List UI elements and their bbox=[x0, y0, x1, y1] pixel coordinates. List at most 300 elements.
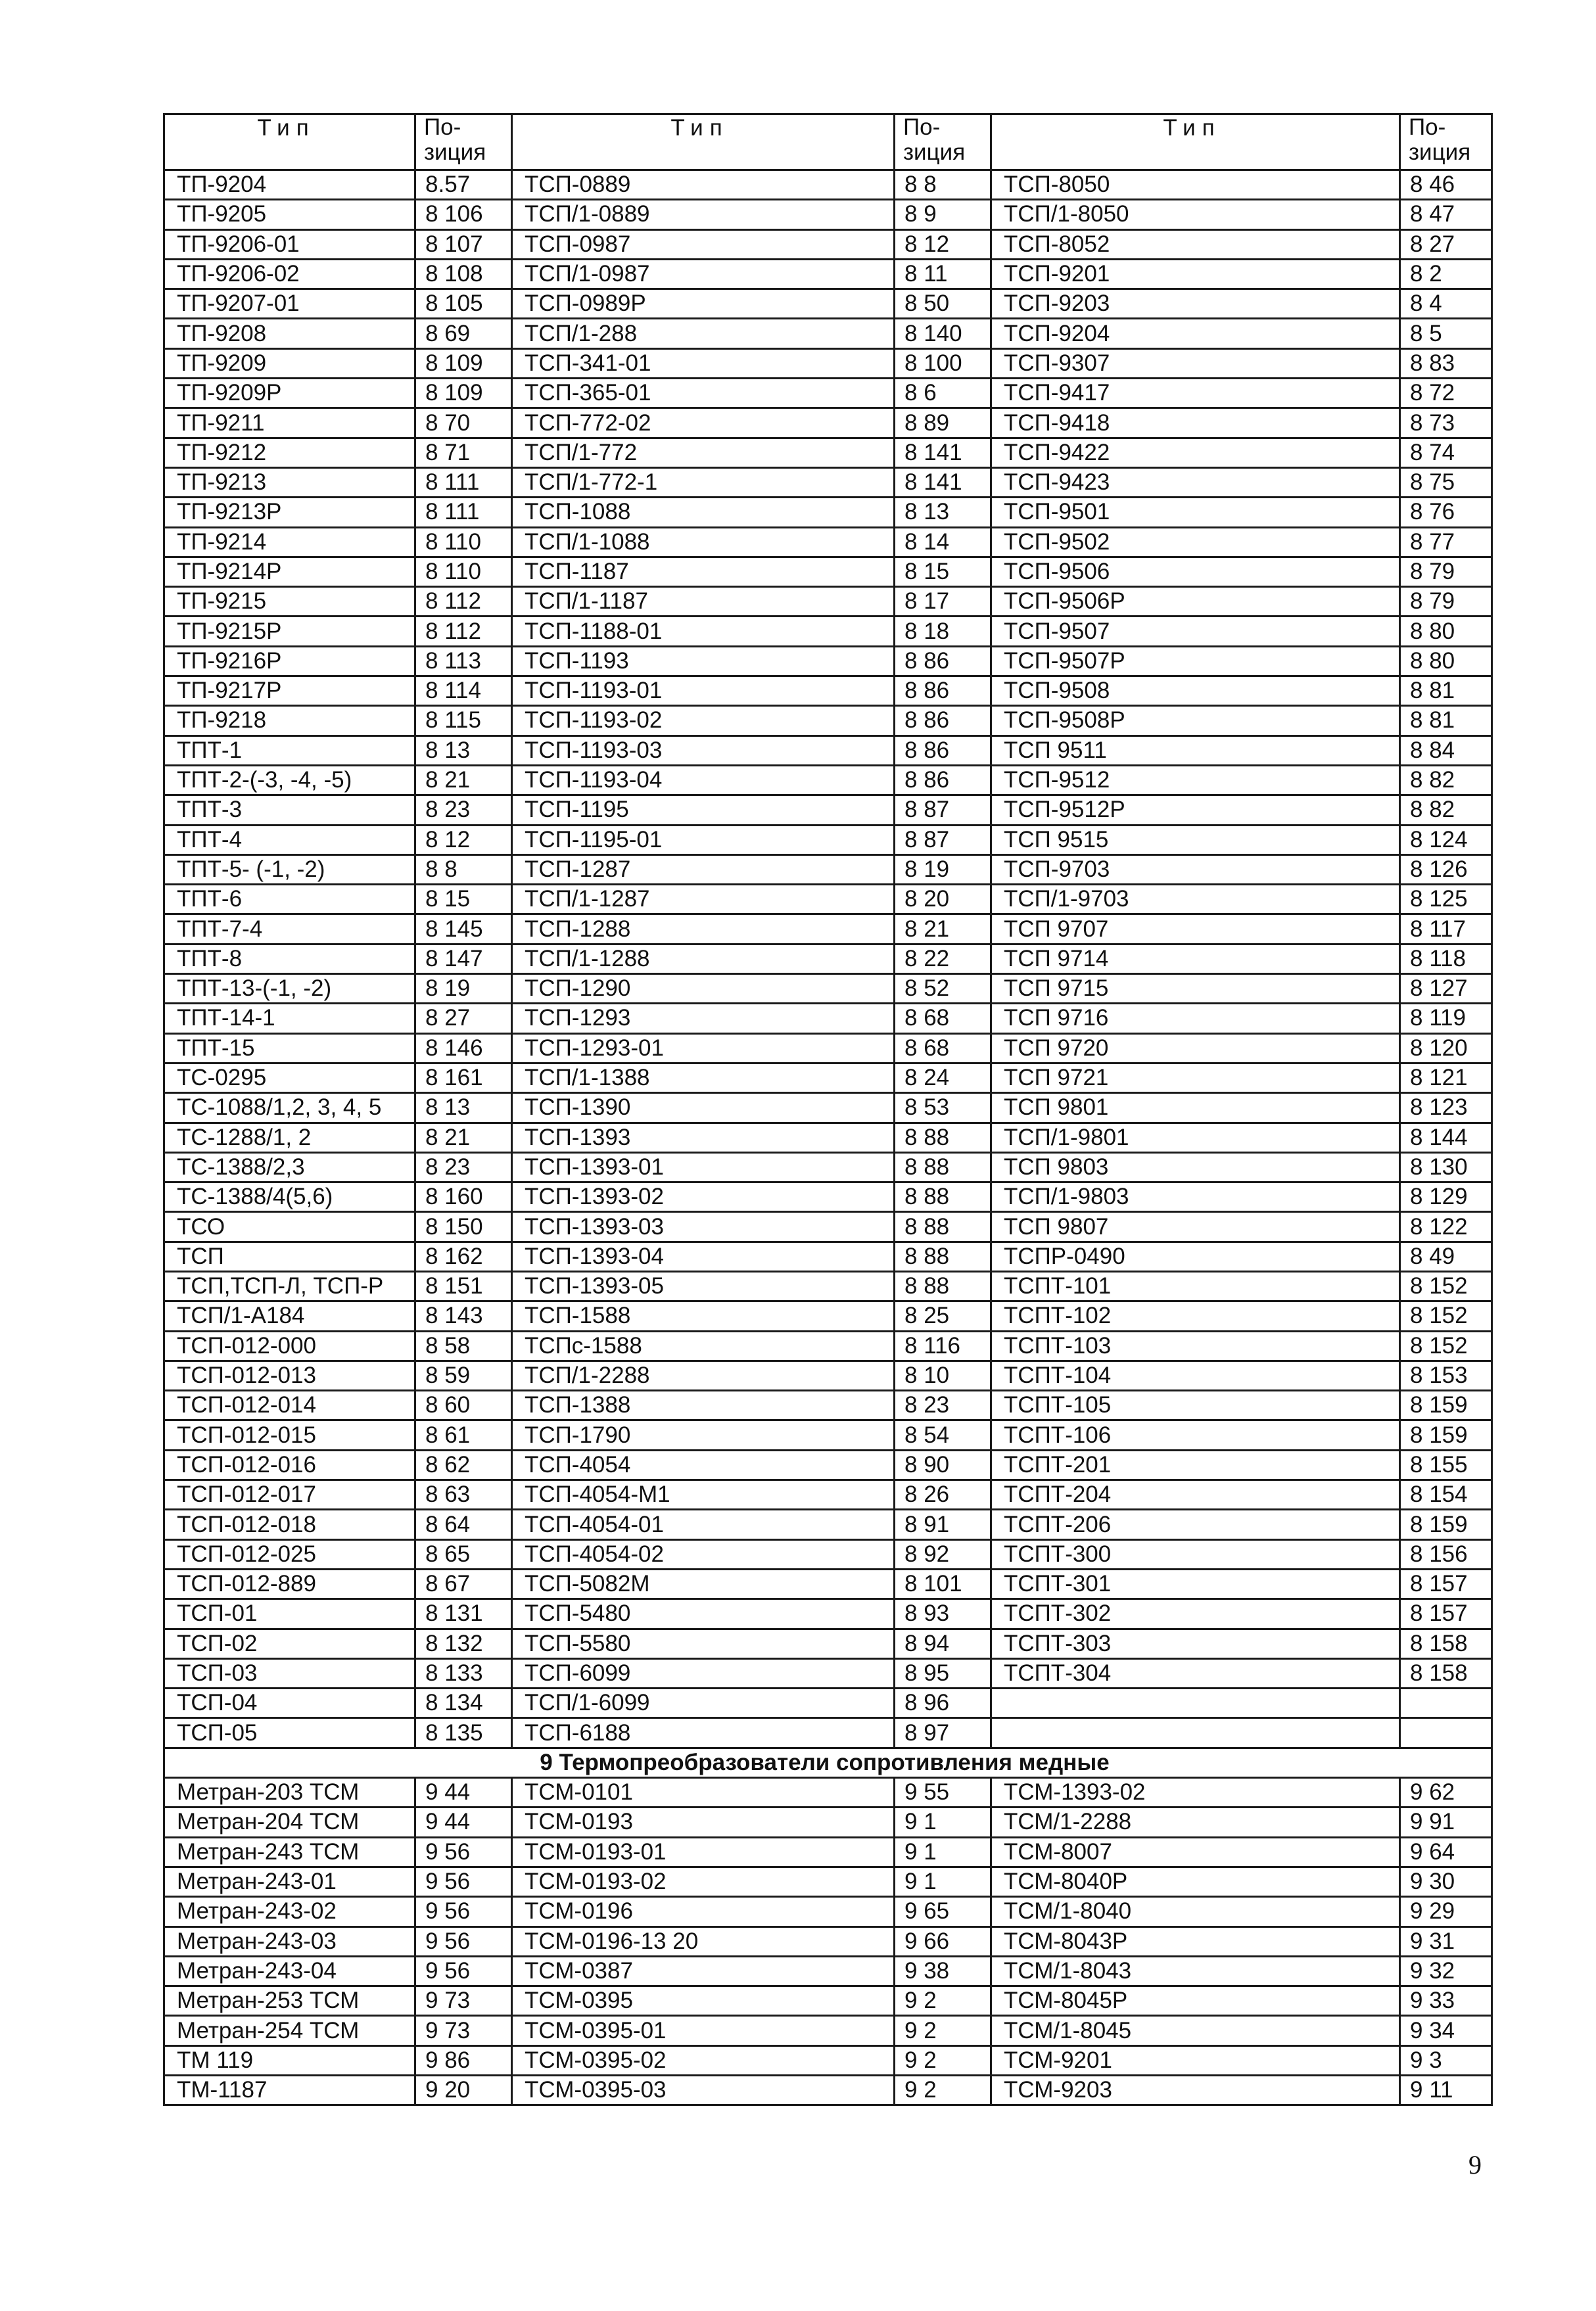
position-cell: 8 26 bbox=[895, 1480, 991, 1510]
position-cell: 8 159 bbox=[1400, 1510, 1492, 1539]
position-cell: 8 25 bbox=[895, 1301, 991, 1331]
type-cell: ТСП-9506 bbox=[991, 557, 1400, 586]
type-cell: ТСП/1-772-1 bbox=[512, 467, 895, 497]
position-cell: 8 10 bbox=[895, 1361, 991, 1390]
type-cell: ТП-9206-01 bbox=[164, 229, 415, 259]
position-cell: 8 107 bbox=[415, 229, 512, 259]
type-cell: Метран-243 ТСМ bbox=[164, 1837, 415, 1867]
table-row bbox=[164, 1093, 1492, 1123]
position-cell: 9 91 bbox=[1400, 1808, 1492, 1837]
type-cell: ТП-9216Р bbox=[164, 646, 415, 676]
position-cell: 8 22 bbox=[895, 944, 991, 973]
type-cell: ТСП/1-А184 bbox=[164, 1301, 415, 1331]
type-cell: ТСП-9512Р bbox=[991, 795, 1400, 825]
table-row bbox=[164, 1271, 1492, 1301]
position-cell: 8 62 bbox=[415, 1450, 512, 1480]
type-cell: ТСП-012-000 bbox=[164, 1331, 415, 1361]
table-row bbox=[164, 974, 1492, 1004]
position-cell: 8 152 bbox=[1400, 1301, 1492, 1331]
position-cell: 8 159 bbox=[1400, 1391, 1492, 1420]
type-cell: ТСП-03 bbox=[164, 1658, 415, 1688]
table-row bbox=[164, 1926, 1492, 1956]
type-cell: ТСМ-0395-03 bbox=[512, 2076, 895, 2105]
type-cell: ТСП 9707 bbox=[991, 914, 1400, 944]
type-cell: ТСП/1-2288 bbox=[512, 1361, 895, 1390]
type-cell: ТСП/1-6099 bbox=[512, 1689, 895, 1718]
type-cell: ТСП-1293 bbox=[512, 1004, 895, 1033]
type-cell: ТСП-1193-01 bbox=[512, 676, 895, 706]
type-cell: ТСП-6188 bbox=[512, 1718, 895, 1748]
type-cell: ТСП-9204 bbox=[991, 319, 1400, 348]
type-cell: ТСП-9502 bbox=[991, 527, 1400, 557]
table-row bbox=[164, 289, 1492, 319]
type-cell: ТСП-9507 bbox=[991, 617, 1400, 646]
type-cell: ТСП 9801 bbox=[991, 1093, 1400, 1123]
type-cell: ТСП-012-025 bbox=[164, 1539, 415, 1569]
position-cell: 8 50 bbox=[895, 289, 991, 319]
type-cell: ТСП-9506Р bbox=[991, 587, 1400, 617]
position-cell: 8 27 bbox=[415, 1004, 512, 1033]
type-cell: ТСП-9508Р bbox=[991, 706, 1400, 735]
type-cell: ТП-9213Р bbox=[164, 498, 415, 527]
table-row bbox=[164, 1331, 1492, 1361]
table-row bbox=[164, 1480, 1492, 1510]
type-cell: ТС-1088/1,2, 3, 4, 5 bbox=[164, 1093, 415, 1123]
type-cell: ТСП-1393-01 bbox=[512, 1152, 895, 1182]
table-row bbox=[164, 735, 1492, 765]
table-row bbox=[164, 1242, 1492, 1271]
type-cell: ТСП-9422 bbox=[991, 438, 1400, 467]
type-cell: ТСП-9703 bbox=[991, 854, 1400, 884]
type-cell: Метран-243-03 bbox=[164, 1926, 415, 1956]
position-cell: 8 93 bbox=[895, 1599, 991, 1629]
type-cell: ТСП-1088 bbox=[512, 498, 895, 527]
position-cell: 8 147 bbox=[415, 944, 512, 973]
type-cell: ТСП-772-02 bbox=[512, 408, 895, 438]
type-cell: ТСП-8052 bbox=[991, 229, 1400, 259]
position-cell: 9 56 bbox=[415, 1867, 512, 1896]
table-row bbox=[164, 1212, 1492, 1242]
position-cell: 8 113 bbox=[415, 646, 512, 676]
position-cell: 9 73 bbox=[415, 2016, 512, 2045]
position-cell: 8.57 bbox=[415, 170, 512, 200]
position-cell: 9 1 bbox=[895, 1808, 991, 1837]
position-cell: 8 101 bbox=[895, 1569, 991, 1599]
table-row bbox=[164, 1063, 1492, 1092]
position-cell: 8 82 bbox=[1400, 765, 1492, 795]
type-position-table bbox=[163, 113, 1493, 2106]
position-cell: 8 155 bbox=[1400, 1450, 1492, 1480]
position-cell: 8 23 bbox=[895, 1391, 991, 1420]
type-cell: ТСП-1188-01 bbox=[512, 617, 895, 646]
type-cell: ТСМ-0193-01 bbox=[512, 1837, 895, 1867]
position-cell: 9 20 bbox=[415, 2076, 512, 2105]
position-cell: 8 52 bbox=[895, 974, 991, 1004]
type-cell: ТСП-1393-03 bbox=[512, 1212, 895, 1242]
table-row bbox=[164, 1629, 1492, 1658]
type-cell: ТСМ/1-8045 bbox=[991, 2016, 1400, 2045]
type-cell: ТСП/1-1287 bbox=[512, 885, 895, 914]
type-cell: ТСП 9511 bbox=[991, 735, 1400, 765]
position-cell: 8 15 bbox=[895, 557, 991, 586]
position-cell: 8 18 bbox=[895, 617, 991, 646]
type-cell: ТСП-0987 bbox=[512, 229, 895, 259]
position-cell: 8 88 bbox=[895, 1123, 991, 1152]
type-cell: ТСП-8050 bbox=[991, 170, 1400, 200]
position-cell: 8 24 bbox=[895, 1063, 991, 1092]
position-cell: 8 106 bbox=[415, 200, 512, 229]
type-cell: ТСП-1393-04 bbox=[512, 1242, 895, 1271]
type-cell: ТСМ-0395-01 bbox=[512, 2016, 895, 2045]
position-cell: 9 56 bbox=[415, 1926, 512, 1956]
type-cell: ТСП/1-9803 bbox=[991, 1182, 1400, 1212]
type-cell: ТСПТ-103 bbox=[991, 1331, 1400, 1361]
type-cell: ТСП-0989Р bbox=[512, 289, 895, 319]
type-cell: ТСП-0889 bbox=[512, 170, 895, 200]
table-row bbox=[164, 527, 1492, 557]
type-cell: ТПТ-7-4 bbox=[164, 914, 415, 944]
column-header-position: По- зиция bbox=[895, 114, 991, 170]
type-cell: ТСМ/1-2288 bbox=[991, 1808, 1400, 1837]
type-cell: ТП-9215Р bbox=[164, 617, 415, 646]
position-cell: 8 105 bbox=[415, 289, 512, 319]
type-cell: ТСП-1187 bbox=[512, 557, 895, 586]
position-cell: 8 120 bbox=[1400, 1033, 1492, 1063]
position-cell: 8 118 bbox=[1400, 944, 1492, 973]
position-cell: 9 2 bbox=[895, 2076, 991, 2105]
type-cell: ТСП-1293-01 bbox=[512, 1033, 895, 1063]
table-row bbox=[164, 676, 1492, 706]
position-cell: 8 27 bbox=[1400, 229, 1492, 259]
position-cell: 8 23 bbox=[415, 795, 512, 825]
position-cell: 8 130 bbox=[1400, 1152, 1492, 1182]
type-cell: ТСМ-0395-02 bbox=[512, 2045, 895, 2075]
type-cell: ТС-1388/2,3 bbox=[164, 1152, 415, 1182]
position-cell: 8 87 bbox=[895, 825, 991, 854]
table-row bbox=[164, 1867, 1492, 1896]
position-cell: 8 124 bbox=[1400, 825, 1492, 854]
position-cell: 8 88 bbox=[895, 1152, 991, 1182]
type-cell: ТСП-012-014 bbox=[164, 1391, 415, 1420]
table-row bbox=[164, 2076, 1492, 2105]
position-cell: 8 79 bbox=[1400, 587, 1492, 617]
type-cell: ТПТ-3 bbox=[164, 795, 415, 825]
type-cell: ТСП-9201 bbox=[991, 259, 1400, 289]
table-row bbox=[164, 1391, 1492, 1420]
type-cell: ТСП-012-889 bbox=[164, 1569, 415, 1599]
position-cell: 8 87 bbox=[895, 795, 991, 825]
type-cell: ТСП 9720 bbox=[991, 1033, 1400, 1063]
table-row bbox=[164, 1808, 1492, 1837]
position-cell: 9 29 bbox=[1400, 1897, 1492, 1926]
position-cell: 8 119 bbox=[1400, 1004, 1492, 1033]
type-cell: ТП-9212 bbox=[164, 438, 415, 467]
type-cell: ТСП/1-1288 bbox=[512, 944, 895, 973]
position-cell: 8 160 bbox=[415, 1182, 512, 1212]
table-row bbox=[164, 379, 1492, 408]
position-cell: 8 80 bbox=[1400, 617, 1492, 646]
type-cell: ТС-0295 bbox=[164, 1063, 415, 1092]
table-row bbox=[164, 1837, 1492, 1867]
type-cell: ТПТ-4 bbox=[164, 825, 415, 854]
type-cell: ТПТ-5- (-1, -2) bbox=[164, 854, 415, 884]
type-cell: ТСП-5480 bbox=[512, 1599, 895, 1629]
position-cell: 8 68 bbox=[895, 1033, 991, 1063]
table-row bbox=[164, 1510, 1492, 1539]
position-cell: 8 109 bbox=[415, 379, 512, 408]
position-cell: 8 75 bbox=[1400, 467, 1492, 497]
type-cell: ТСПТ-204 bbox=[991, 1480, 1400, 1510]
position-cell: 8 140 bbox=[895, 319, 991, 348]
position-cell: 8 114 bbox=[415, 676, 512, 706]
type-cell: ТСПТ-302 bbox=[991, 1599, 1400, 1629]
position-cell: 8 17 bbox=[895, 587, 991, 617]
table-row bbox=[164, 1569, 1492, 1599]
table-row bbox=[164, 229, 1492, 259]
position-cell: 8 6 bbox=[895, 379, 991, 408]
table-row bbox=[164, 1658, 1492, 1688]
type-cell: ТПТ-14-1 bbox=[164, 1004, 415, 1033]
column-header-type: Тип bbox=[512, 114, 895, 170]
type-cell: ТСМ-0196 bbox=[512, 1897, 895, 1926]
position-cell: 8 95 bbox=[895, 1658, 991, 1688]
type-cell: ТП-9217Р bbox=[164, 676, 415, 706]
type-cell: ТСП-1790 bbox=[512, 1420, 895, 1450]
type-cell: ТСП-4054-М1 bbox=[512, 1480, 895, 1510]
position-cell: 8 109 bbox=[415, 348, 512, 378]
table-row bbox=[164, 1539, 1492, 1569]
position-cell: 8 61 bbox=[415, 1420, 512, 1450]
type-cell: ТП-9206-02 bbox=[164, 259, 415, 289]
type-cell: ТСП-4054-02 bbox=[512, 1539, 895, 1569]
section-title: 9 Термопреобразователи сопротивления медные bbox=[164, 1748, 1492, 1777]
type-cell: ТСП-012-017 bbox=[164, 1480, 415, 1510]
type-cell: ТМ-1187 bbox=[164, 2076, 415, 2105]
table-body-copper bbox=[164, 1778, 1492, 2105]
type-cell: ТСП-9418 bbox=[991, 408, 1400, 438]
type-cell: ТСМ-9203 bbox=[991, 2076, 1400, 2105]
type-cell: ТСП 9515 bbox=[991, 825, 1400, 854]
table-row bbox=[164, 557, 1492, 586]
table-header-row bbox=[164, 114, 1492, 170]
table-row bbox=[164, 1123, 1492, 1152]
position-cell: 8 14 bbox=[895, 527, 991, 557]
position-cell: 8 9 bbox=[895, 200, 991, 229]
type-cell: ТСП/1-288 bbox=[512, 319, 895, 348]
type-cell: ТСП-1388 bbox=[512, 1391, 895, 1420]
type-cell: ТСПТ-101 bbox=[991, 1271, 1400, 1301]
position-cell: 8 141 bbox=[895, 467, 991, 497]
position-cell: 8 80 bbox=[1400, 646, 1492, 676]
table-row bbox=[164, 1718, 1492, 1748]
type-cell: ТПТ-2-(-3, -4, -5) bbox=[164, 765, 415, 795]
type-cell: ТСП-02 bbox=[164, 1629, 415, 1658]
table-row bbox=[164, 408, 1492, 438]
type-cell: ТСП-5082М bbox=[512, 1569, 895, 1599]
table-row bbox=[164, 1986, 1492, 2016]
position-cell: 8 129 bbox=[1400, 1182, 1492, 1212]
position-cell: 9 56 bbox=[415, 1897, 512, 1926]
type-cell: ТСП-1390 bbox=[512, 1093, 895, 1123]
table-row bbox=[164, 2045, 1492, 2075]
type-cell: ТСМ-8045Р bbox=[991, 1986, 1400, 2016]
position-cell: 8 8 bbox=[415, 854, 512, 884]
position-cell: 8 111 bbox=[415, 498, 512, 527]
position-cell: 9 56 bbox=[415, 1837, 512, 1867]
type-cell: ТП-9207-01 bbox=[164, 289, 415, 319]
type-cell: ТСП-05 bbox=[164, 1718, 415, 1748]
type-cell: ТС-1388/4(5,6) bbox=[164, 1182, 415, 1212]
position-cell: 8 53 bbox=[895, 1093, 991, 1123]
type-cell: ТСП 9803 bbox=[991, 1152, 1400, 1182]
table-row bbox=[164, 1956, 1492, 1986]
position-cell: 8 122 bbox=[1400, 1212, 1492, 1242]
type-cell: ТСП-1195-01 bbox=[512, 825, 895, 854]
position-cell: 8 82 bbox=[1400, 795, 1492, 825]
type-cell: ТСПТ-106 bbox=[991, 1420, 1400, 1450]
type-cell bbox=[991, 1689, 1400, 1718]
type-cell: ТП-9213 bbox=[164, 467, 415, 497]
type-cell: ТСП-9501 bbox=[991, 498, 1400, 527]
type-cell: ТСП-9203 bbox=[991, 289, 1400, 319]
table-row bbox=[164, 259, 1492, 289]
type-cell: ТСМ/1-8040 bbox=[991, 1897, 1400, 1926]
type-cell: ТСПР-0490 bbox=[991, 1242, 1400, 1271]
type-cell: Метран-203 ТСМ bbox=[164, 1778, 415, 1808]
position-cell: 8 94 bbox=[895, 1629, 991, 1658]
table-row bbox=[164, 765, 1492, 795]
type-cell: ТСП-012-018 bbox=[164, 1510, 415, 1539]
position-cell: 8 65 bbox=[415, 1539, 512, 1569]
type-cell: ТСП-1588 bbox=[512, 1301, 895, 1331]
type-cell: ТСП/1-1187 bbox=[512, 587, 895, 617]
position-cell: 8 134 bbox=[415, 1689, 512, 1718]
type-cell: ТСПТ-303 bbox=[991, 1629, 1400, 1658]
position-cell: 8 21 bbox=[895, 914, 991, 944]
position-cell: 9 30 bbox=[1400, 1867, 1492, 1896]
position-cell: 8 76 bbox=[1400, 498, 1492, 527]
type-cell: Метран-204 ТСМ bbox=[164, 1808, 415, 1837]
type-cell: ТП-9209 bbox=[164, 348, 415, 378]
type-cell: ТСП-341-01 bbox=[512, 348, 895, 378]
table-row bbox=[164, 1152, 1492, 1182]
type-cell: ТСП 9715 bbox=[991, 974, 1400, 1004]
position-cell: 8 73 bbox=[1400, 408, 1492, 438]
position-cell: 8 112 bbox=[415, 617, 512, 646]
type-cell: ТСМ-0193-02 bbox=[512, 1867, 895, 1896]
position-cell: 8 13 bbox=[415, 1093, 512, 1123]
type-cell: ТСМ-9201 bbox=[991, 2045, 1400, 2075]
table-row bbox=[164, 1361, 1492, 1390]
position-cell: 8 19 bbox=[415, 974, 512, 1004]
position-cell: 8 112 bbox=[415, 587, 512, 617]
position-cell: 8 71 bbox=[415, 438, 512, 467]
type-cell: ТП-9209Р bbox=[164, 379, 415, 408]
position-cell: 8 70 bbox=[415, 408, 512, 438]
position-cell: 9 55 bbox=[895, 1778, 991, 1808]
position-cell: 9 1 bbox=[895, 1837, 991, 1867]
type-cell: ТСП-9512 bbox=[991, 765, 1400, 795]
type-cell: ТП-9208 bbox=[164, 319, 415, 348]
position-cell: 9 33 bbox=[1400, 1986, 1492, 2016]
type-cell: ТСП-1193 bbox=[512, 646, 895, 676]
type-cell: ТПТ-6 bbox=[164, 885, 415, 914]
table-row bbox=[164, 467, 1492, 497]
type-cell: ТП-9214 bbox=[164, 527, 415, 557]
type-cell: ТСПТ-102 bbox=[991, 1301, 1400, 1331]
position-cell: 8 153 bbox=[1400, 1361, 1492, 1390]
table-row bbox=[164, 617, 1492, 646]
position-cell: 8 11 bbox=[895, 259, 991, 289]
position-cell: 8 157 bbox=[1400, 1569, 1492, 1599]
position-cell: 8 92 bbox=[895, 1539, 991, 1569]
position-cell: 8 47 bbox=[1400, 200, 1492, 229]
position-cell: 8 121 bbox=[1400, 1063, 1492, 1092]
position-cell: 8 58 bbox=[415, 1331, 512, 1361]
type-cell: ТСП-9423 bbox=[991, 467, 1400, 497]
type-cell: ТМ 119 bbox=[164, 2045, 415, 2075]
position-cell: 8 151 bbox=[415, 1271, 512, 1301]
type-cell: ТСП-1393-02 bbox=[512, 1182, 895, 1212]
type-cell: ТСП/1-8050 bbox=[991, 200, 1400, 229]
table-row bbox=[164, 1420, 1492, 1450]
type-cell: ТП-9205 bbox=[164, 200, 415, 229]
type-cell: ТСМ-0387 bbox=[512, 1956, 895, 1986]
table-row bbox=[164, 795, 1492, 825]
position-cell: 8 74 bbox=[1400, 438, 1492, 467]
table-row bbox=[164, 1301, 1492, 1331]
page-number: 9 bbox=[1468, 2150, 1482, 2180]
position-cell: 8 60 bbox=[415, 1391, 512, 1420]
type-cell: ТСМ-0193 bbox=[512, 1808, 895, 1837]
type-cell: ТСП,ТСП-Л, ТСП-Р bbox=[164, 1271, 415, 1301]
position-cell: 8 86 bbox=[895, 646, 991, 676]
type-cell: Метран-253 ТСМ bbox=[164, 1986, 415, 2016]
type-cell: ТСП/1-9703 bbox=[991, 885, 1400, 914]
table-row bbox=[164, 2016, 1492, 2045]
type-cell: ТСП-1287 bbox=[512, 854, 895, 884]
table-row bbox=[164, 646, 1492, 676]
type-cell: ТСП 9721 bbox=[991, 1063, 1400, 1092]
position-cell: 8 143 bbox=[415, 1301, 512, 1331]
position-cell: 8 15 bbox=[415, 885, 512, 914]
type-cell: ТСМ-0196-13 20 bbox=[512, 1926, 895, 1956]
position-cell: 8 13 bbox=[415, 735, 512, 765]
position-cell: 9 34 bbox=[1400, 2016, 1492, 2045]
position-cell: 8 79 bbox=[1400, 557, 1492, 586]
table-row bbox=[164, 200, 1492, 229]
position-cell: 8 108 bbox=[415, 259, 512, 289]
type-cell: ТСМ-8043Р bbox=[991, 1926, 1400, 1956]
type-cell: ТПТ-13-(-1, -2) bbox=[164, 974, 415, 1004]
position-cell: 8 64 bbox=[415, 1510, 512, 1539]
position-cell: 8 111 bbox=[415, 467, 512, 497]
position-cell: 8 97 bbox=[895, 1718, 991, 1748]
type-cell: ТСП/1-9801 bbox=[991, 1123, 1400, 1152]
position-cell: 8 5 bbox=[1400, 319, 1492, 348]
position-cell: 8 131 bbox=[415, 1599, 512, 1629]
position-cell: 8 116 bbox=[895, 1331, 991, 1361]
type-cell: ТС-1288/1, 2 bbox=[164, 1123, 415, 1152]
position-cell: 8 88 bbox=[895, 1212, 991, 1242]
position-cell: 8 21 bbox=[415, 765, 512, 795]
table-row bbox=[164, 1689, 1492, 1718]
position-cell: 8 159 bbox=[1400, 1420, 1492, 1450]
type-cell: ТСП-9507Р bbox=[991, 646, 1400, 676]
position-cell: 8 125 bbox=[1400, 885, 1492, 914]
position-cell: 9 38 bbox=[895, 1956, 991, 1986]
table-row bbox=[164, 319, 1492, 348]
